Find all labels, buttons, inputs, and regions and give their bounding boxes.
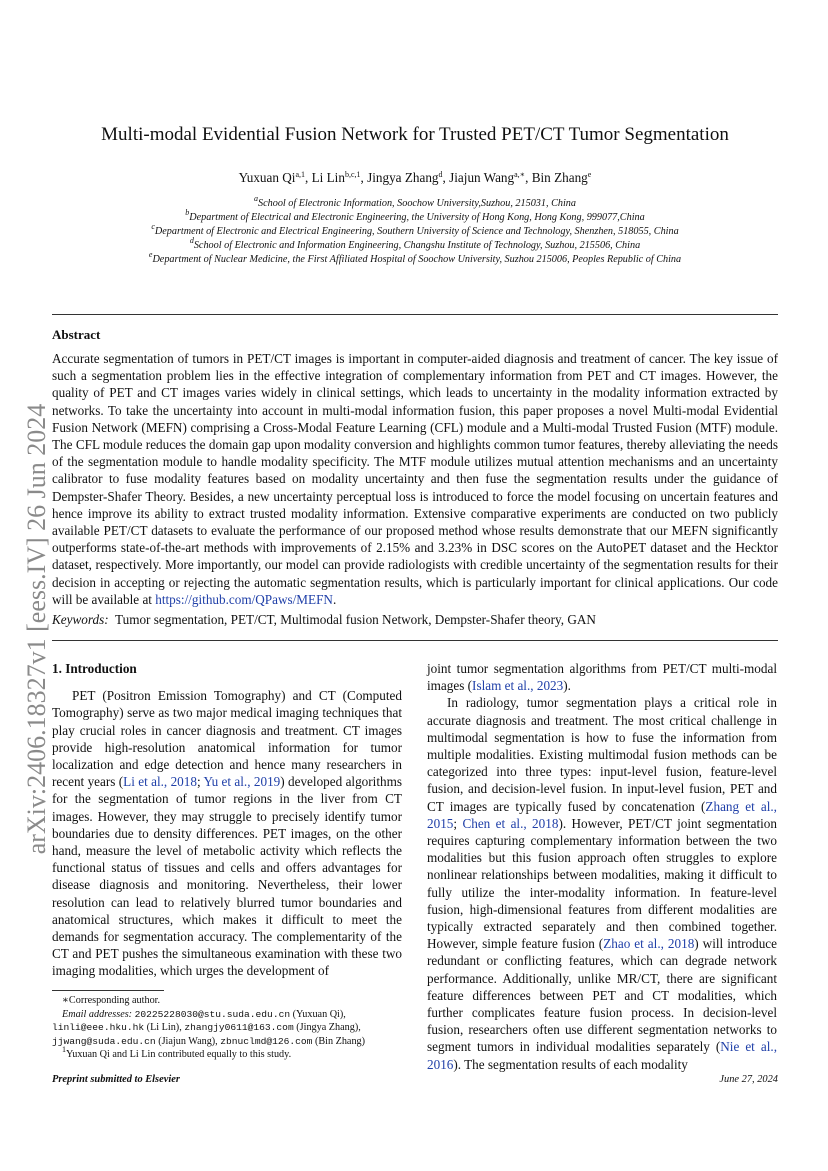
citation-link[interactable]: Islam et al., 2023 xyxy=(472,678,564,694)
paragraph: joint tumor segmentation algorithms from PET/CT multi-modal images (Islam et al., 2023). xyxy=(427,661,777,694)
keywords xyxy=(52,611,778,628)
author-list: Yuxuan Qi$^{a,1}$, Li Lin$^{b,c,1}$, Jingya Zhang$^d$, Jiajun Wang$^{a,∗}$, Bin Zhang$^e$ xyxy=(238,170,592,185)
affiliation: $^b$Department of Electrical and Electronic Engineering, the University of Hong Kong, Hong Kong, 999077,China xyxy=(185,208,645,223)
right-column xyxy=(427,660,777,1073)
paper-title: Multi-modal Evidential Fusion Network for Trusted PET/CT Tumor Segmentation xyxy=(101,124,729,145)
paragraph: In radiology, tumor segmentation plays a critical role in accurate diagnosis and treatment. The most critical challenge in multimodal segmentation is how to fuse the information from multiple modalities. Existing multimodal fusion methods can be categorized into three types: input-level fusion, feature-level fusion, and decision-level fusion. In input-level fusion, PET and CT images are typically fused by concatenation (Zhang et al., 2015; Chen et al., 2018). However, PET/CT joint segmentation requires capturing complementary information between the two modalities but this fusion approach often struggles to explore nonlinear relationships between modalities, making it difficult to fully utilize the inter-modality information. In feature-level fusion, high-dimensional features from different modalities are typically extracted separately and then combined together. However, simple feature fusion (Zhao et al., 2018) will introduce redundant or conflicting features, which can degrade network performance. Additionally, unlike MR/CT, there are significant feature differences between PET and CT modalities, which further complicates feature fusion process. In decision-level fusion, researchers often use different segmentation networks to segment tumors in individual modalities separately (Nie et al., 2016). The segmentation results of each modality xyxy=(427,695,777,1072)
paragraph: PET (Positron Emission Tomography) and CT (Computed Tomography) serve as two major medical imaging techniques that play crucial roles in cancer diagnosis and treatment. CT images provide high-resolution anatomical information for tumor localization and edge detection and hence many researchers in recent years (Li et al., 2018; Yu et al., 2019) developed algorithms for the segmentation of tumor regions in the liver from CT images. However, they may struggle to precisely identify tumor boundaries due to density differences. PET images, on the other hand, measure the level of metabolic activity which reflects the functional status of tissues and cells and offers advantages for disease diagnosis and monitoring. Nevertheless, their lower resolution can lead to relatively blurred tumor boundaries and anatomical structures, which makes it difficult to meet the demands for segmentation accuracy. The complementarity of the CT and PET pushes the simultaneous examination with these two imaging modalities, which urges the development of xyxy=(52,688,402,979)
affiliations xyxy=(52,194,778,267)
citation-link[interactable]: Yu et al., 2019 xyxy=(203,774,281,790)
arxiv-id-text: arXiv:2406.18327v1 [eess.IV] 26 Jun 2024 xyxy=(22,403,51,855)
code-link[interactable]: https://github.com/QPaws/MEFN xyxy=(155,591,333,607)
citation-link[interactable]: Zhang et al., 2015 xyxy=(427,798,777,831)
citation-link[interactable]: Li et al., 2018 xyxy=(123,774,197,790)
section-heading: 1. Introduction xyxy=(52,661,137,676)
author: Yuxuan Qi$^{a,1}$ xyxy=(238,170,306,185)
abstract-heading: Abstract xyxy=(52,327,101,342)
footer-left: Preprint submitted to Elsevier xyxy=(52,1074,180,1085)
corresponding-author-note: ∗Corresponding author. xyxy=(62,995,161,1006)
footnotes xyxy=(52,994,402,1062)
footer-date: June 27, 2024 xyxy=(719,1074,778,1085)
citation-link[interactable]: Zhao et al., 2018 xyxy=(603,936,695,952)
left-column xyxy=(52,660,402,980)
abstract-text: Accurate segmentation of tumors in PET/CT images is important in computer-aided diagnosis and treatment of cancer. The key issue of such a segmentation problem lies in the effective integration of complementary information from PET and CT images. However, the quality of PET and CT images varies widely in clinical settings, which leads to uncertainty in the modality information extracted by networks. To take the uncertainty into account in multi-modal information fusion, this paper proposes a novel Multi-modal Evidential Fusion Network (MEFN) comprising a Cross-Modal Feature Learning (CFL) module and a Multi-modal Trusted Fusion (MTF) module. The CFL module reduces the domain gap upon modality conversion and highlights common tumor features, thereby alleviating the needs of the segmentation module to handle modality specificity. The MTF module utilizes mutual attention mechanisms and an uncertainty calibrator to fuse modality features based on modality uncertainty and then fuse the segmentation results under the guidance of Dempster-Shafer Theory. Besides, a new uncertainty perceptual loss is introduced to force the model focusing on uncertain features and hence improve its ability to extract trusted modality information. Extensive comparative experiments are conducted on two publicly available PET/CT datasets to evaluate the performance of our proposed method whose results demonstrate that our MEFN significantly outperforms state-of-the-art methods with improvements of 2.15% and 3.23% in DSC scores on the AutoPET dataset and the Hecktor dataset, respectively. More importantly, our model can provide radiologists with credible uncertainty of the segmentation results for their decision in accepting or rejecting the automatic segmentation results, which is particularly important for clinical applications. Our code will be available at https://github.com/QPaws/MEFN. xyxy=(52,351,778,607)
keywords-text: Tumor segmentation, PET/CT, Multimodal fusion Network, Dempster-Shafer theory, GAN xyxy=(115,612,596,627)
affiliation: $^d$School of Electronic and Information Engineering, Changshu Institute of Technology, Suzhou, 215506, China xyxy=(189,236,641,251)
footnote-divider xyxy=(52,990,164,991)
affiliation: $^c$Department of Electronic and Electrical Engineering, Southern University of Science and Technology, Shenzhen, 518055, China xyxy=(151,222,679,237)
affiliation: $^e$Department of Nuclear Medicine, the First Affiliated Hospital of Soochow University, Suzhou 215006, Peoples Republic of China xyxy=(148,250,682,265)
citation-link[interactable]: Chen et al., 2018 xyxy=(462,815,559,831)
arxiv-identifier-sidebar xyxy=(22,364,52,894)
author: Bin Zhang$^e$ xyxy=(531,170,592,185)
citation-link[interactable]: Nie et al., 2016 xyxy=(427,1039,777,1072)
author: Jiajun Wang$^{a,∗}$ xyxy=(449,170,526,185)
divider xyxy=(52,640,778,641)
email-addresses: Email addresses: 20225228030@stu.suda.edu.cn (Yuxuan Qi), linli@eee.hku.hk (Li Lin), zhangjy0611@163.com (Jingya Zhang), jjwang@suda.edu.cn (Jiajun Wang), zbnuclmd@126.com (Bin Zhang) xyxy=(52,1008,366,1047)
affiliation: $^a$School of Electronic Information, Soochow University,Suzhou, 215031, China xyxy=(254,194,576,209)
keywords-label: Keywords: xyxy=(52,612,109,627)
author: Jingya Zhang$^d$ xyxy=(367,170,443,185)
equal-contribution-note: $^1$Yuxuan Qi and Li Lin contributed equally to this study. xyxy=(62,1045,292,1060)
divider xyxy=(52,314,778,315)
author: Li Lin$^{b,c,1}$ xyxy=(311,170,361,185)
